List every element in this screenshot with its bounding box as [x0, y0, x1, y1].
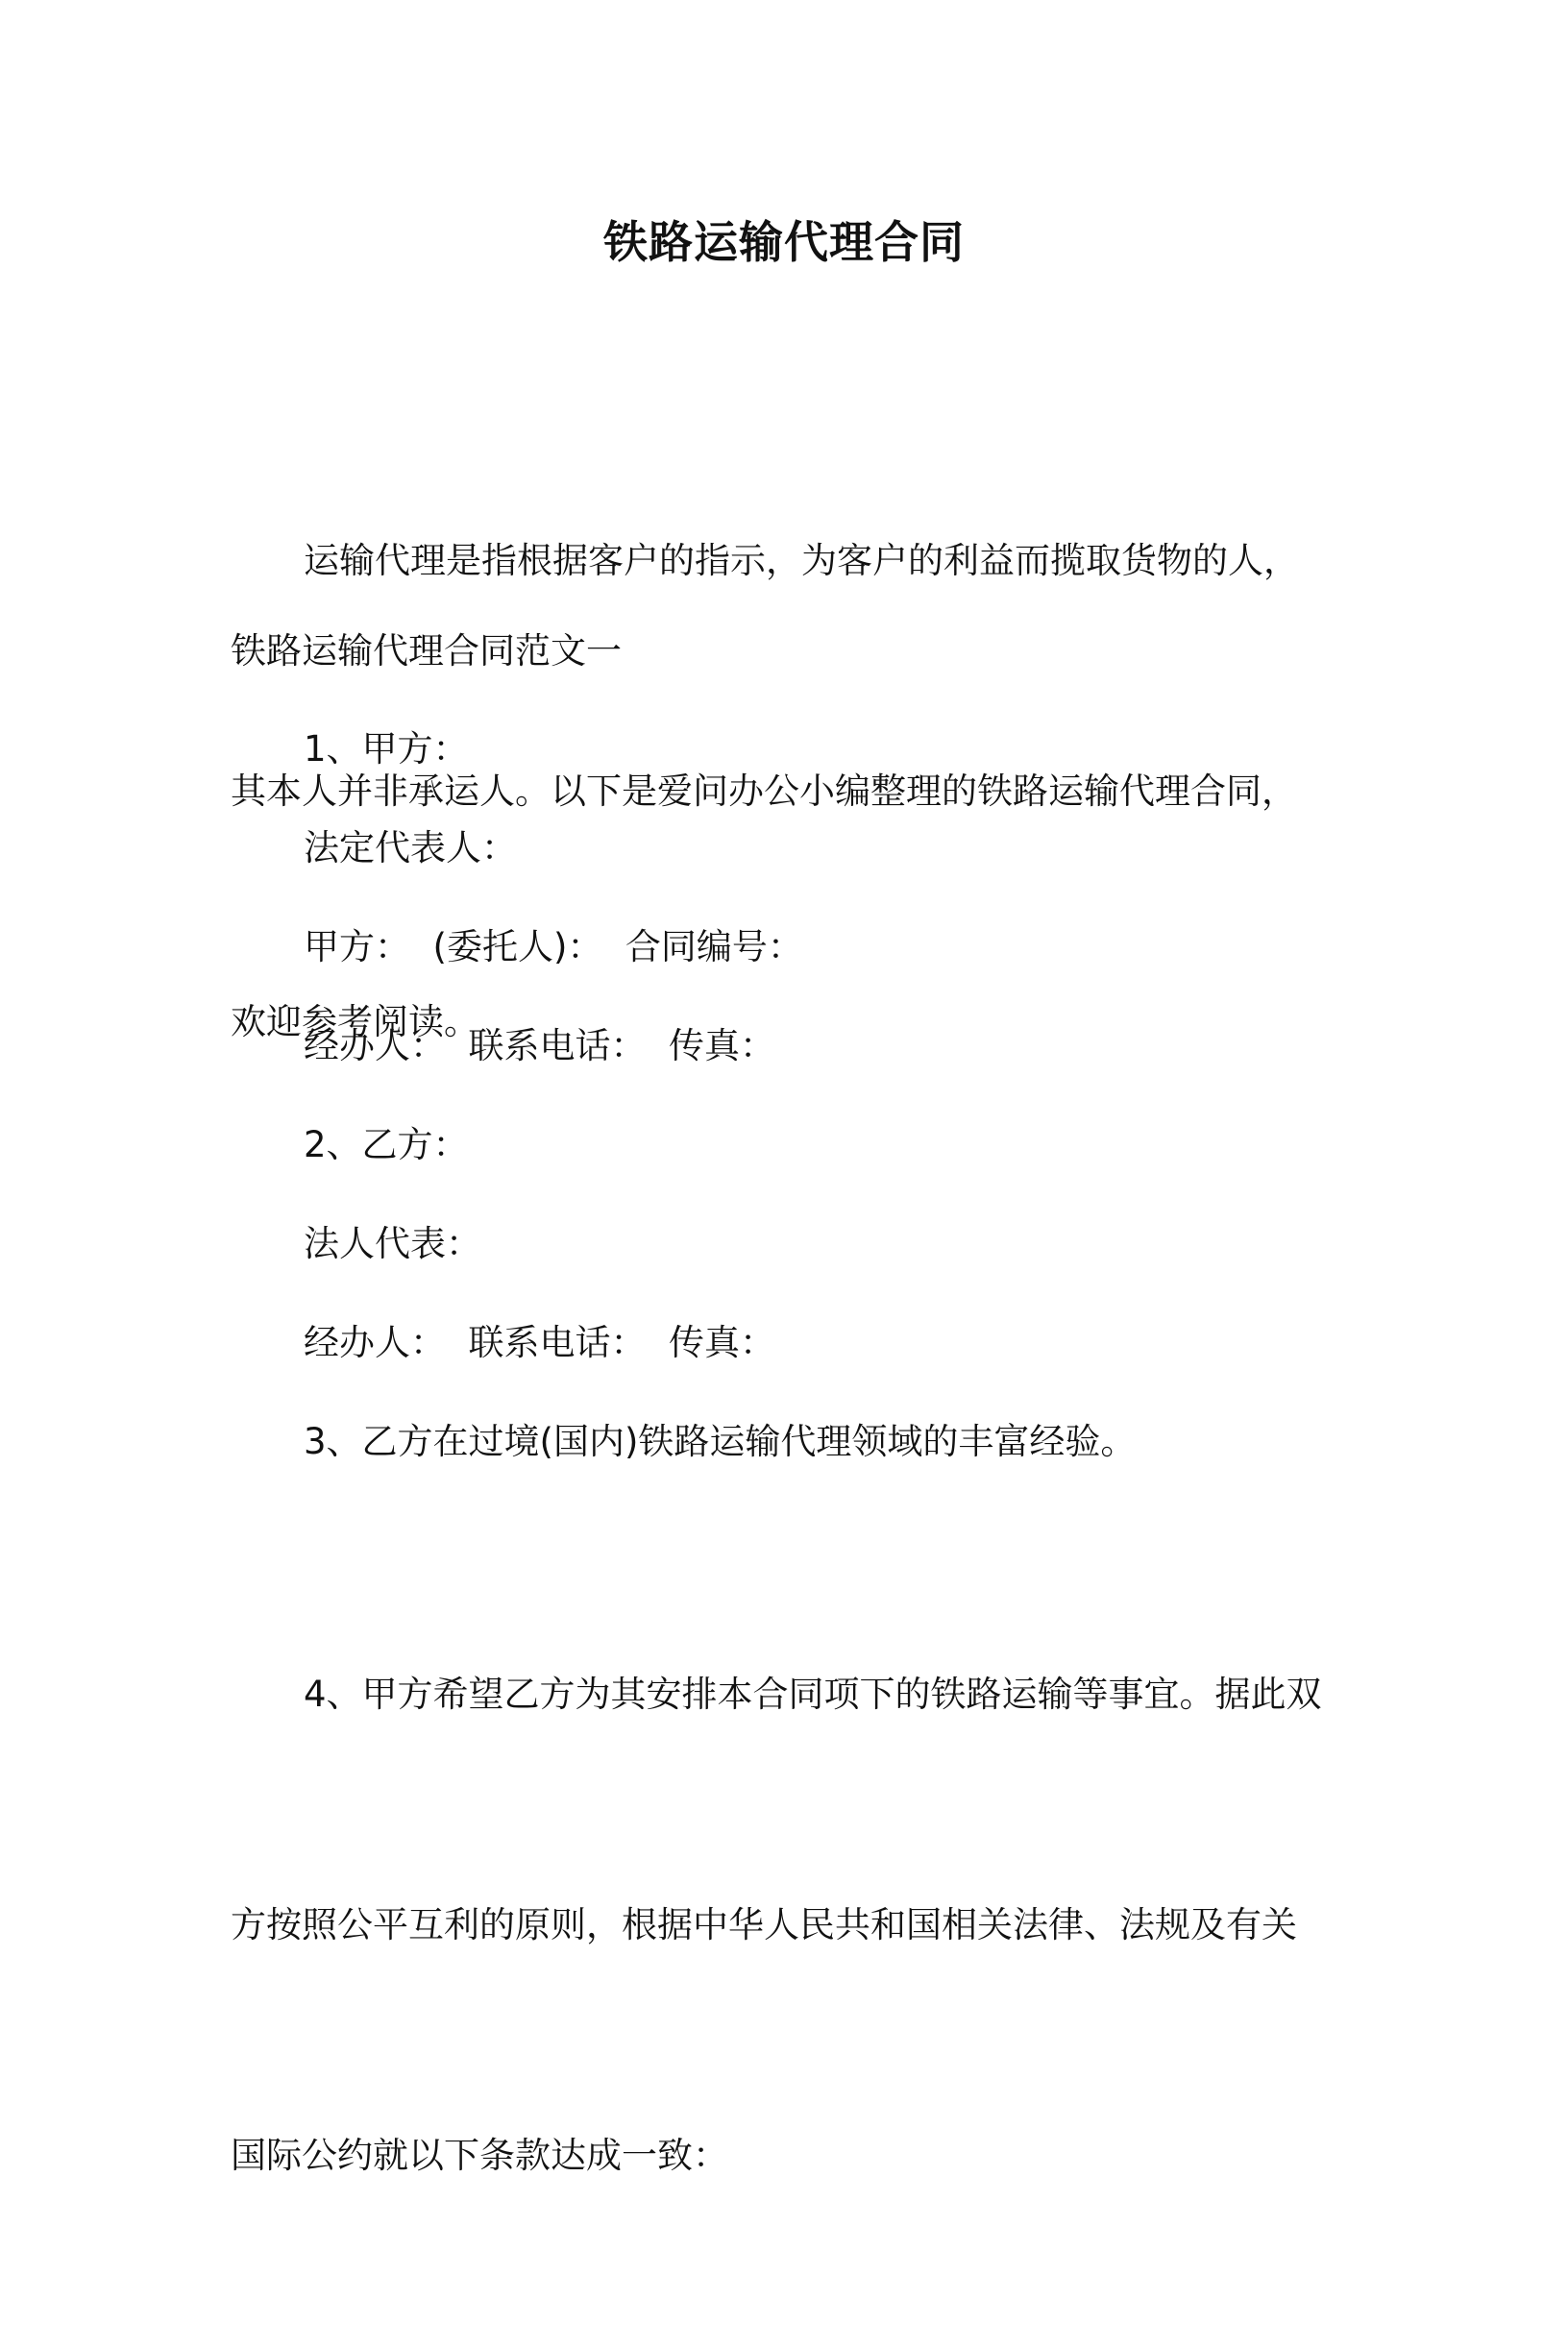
clause-4-paragraph	[231, 1503, 1337, 2348]
handler-b-line: 经办人： 联系电话： 传真：	[304, 1322, 776, 1363]
handler-a-line: 经办人： 联系电话： 传真：	[304, 1025, 776, 1066]
section-heading: 铁路运输代理合同范文一	[231, 630, 622, 672]
intro-line: 欢迎参考阅读。	[231, 1001, 479, 1042]
legal-person-line: 法人代表：	[304, 1223, 481, 1264]
clause-4-line: 国际公约就以下条款达成一致：	[231, 2135, 728, 2176]
clause-3: 3、乙方在过境(国内)铁路运输代理领域的丰富经验。	[304, 1421, 1137, 1462]
page-title: 铁路运输代理合同	[603, 216, 965, 268]
clause-4-line: 4、甲方希望乙方为其安排本合同项下的铁路运输等事宜。据此双	[304, 1674, 1322, 1715]
intro-paragraph	[231, 369, 1337, 1214]
intro-line: 其本人并非承运人。以下是爱问办公小编整理的铁路运输代理合同，	[231, 770, 1297, 812]
party-a-heading: 1、甲方：	[304, 728, 469, 770]
legal-representative-line: 法定代表人：	[304, 827, 517, 868]
intro-line: 运输代理是指根据客户的指示，为客户的利益而揽取货物的人，	[304, 540, 1299, 581]
clause-4-line: 方按照公平互利的原则，根据中华人民共和国相关法律、法规及有关	[231, 1904, 1297, 1945]
party-a-detail-line: 甲方： (委托人)： 合同编号：	[304, 926, 803, 967]
party-b-heading: 2、乙方：	[304, 1124, 469, 1165]
